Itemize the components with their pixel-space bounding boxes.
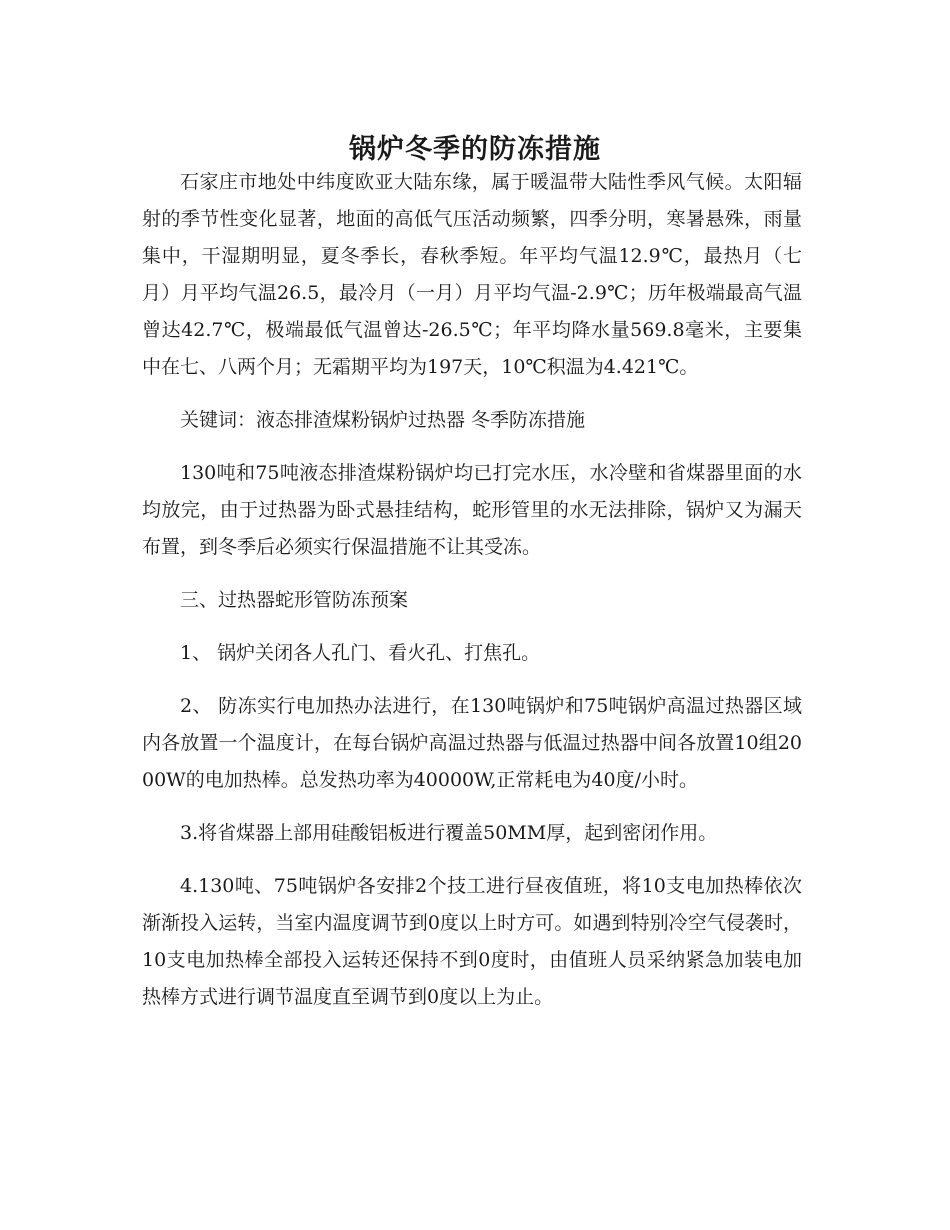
document-body: [142, 164, 802, 1032]
list-item-4: 4.130吨、75吨锅炉各安排2个技工进行昼夜值班，将10支电加热棒依次渐渐投入运转，当室内温度调节到0度以上时方可。如遇到特别冷空气侵袭时，10支电加热棒全部投入运转还保持不到0度时，由值班人员采纳紧急加装电加热棒方式进行调节温度直至调节到0度以上为止。: [142, 875, 802, 1008]
list-item-2: 2、 防冻实行电加热办法进行，在130吨锅炉和75吨锅炉高温过热器区域内各放置一个温度计，在每台锅炉高温过热器与低温过热器中间各放置10组2000W的电加热棒。总发热功率为40000W,正常耗电为40度/小时。: [142, 695, 802, 791]
list-item-3: 3.将省煤器上部用硅酸铝板进行覆盖50MM厚，起到密闭作用。: [180, 822, 718, 844]
page-title: 锅炉冬季的防冻措施: [349, 134, 601, 166]
paragraph-boiler-status: 130吨和75吨液态排渣煤粉锅炉均已打完水压，水冷壁和省煤器里面的水均放完，由于过热器为卧式悬挂结构，蛇形管里的水无法排除，锅炉又为漏天布置，到冬季后必须实行保温措施不让其受冻。: [142, 462, 802, 558]
section-heading-superheater-plan: 三、过热器蛇形管防冻预案: [180, 589, 409, 611]
list-item-1: 1、 锅炉关闭各人孔门、看火孔、打焦孔。: [180, 642, 541, 664]
paragraph-keywords: 关键词：液态排渣煤粉锅炉过热器 冬季防冻措施: [180, 409, 586, 431]
paragraph-climate-intro: 石家庄市地处中纬度欧亚大陆东缘，属于暖温带大陆性季风气候。太阳辐射的季节性变化显著，地面的高低气压活动频繁，四季分明，寒暑悬殊，雨量集中，干湿期明显，夏冬季长，春秋季短。年平均气温12.9℃，最热月（七月）月平均气温26.5，最冷月（一月）月平均气温-2.9℃；历年极端最高气温曾达42.7℃，极端最低气温曾达-26.5℃；年平均降水量569.8毫米，主要集中在七、八两个月；无霜期平均为197天，10℃积温为4.421℃。: [142, 171, 802, 378]
